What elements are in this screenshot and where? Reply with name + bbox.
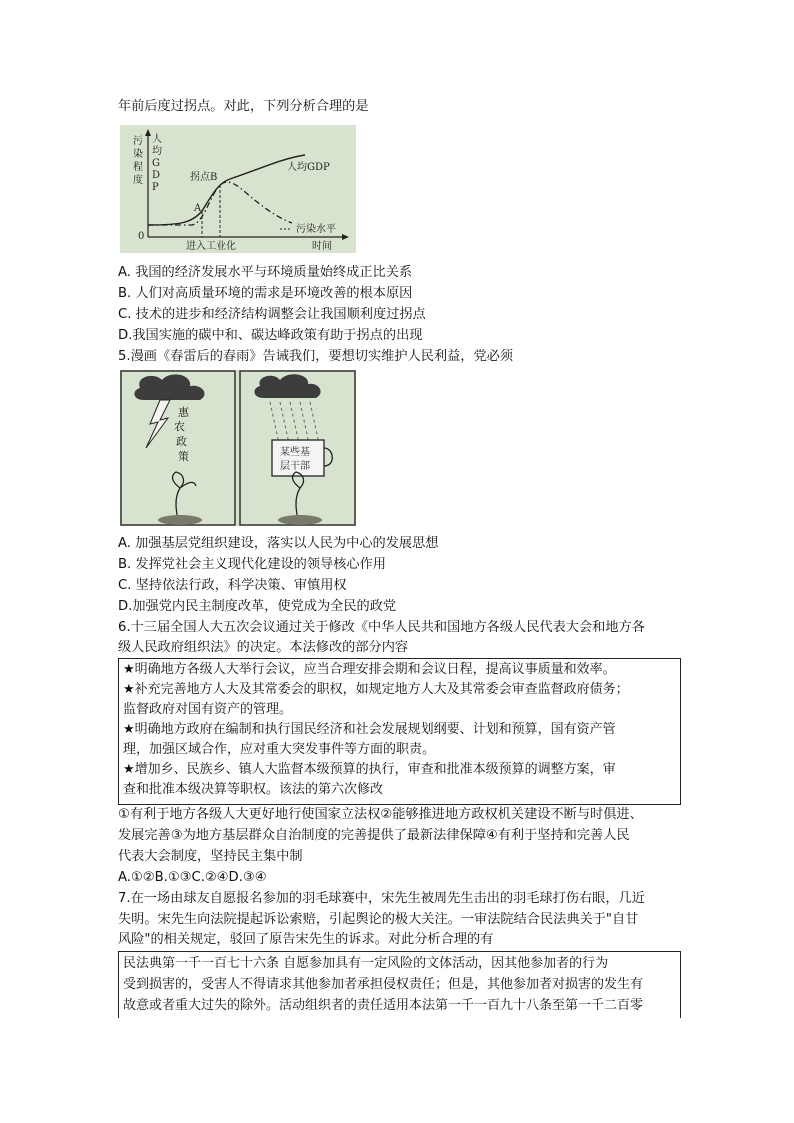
q6-analysis-line1: ①有利于地方各级人大更好地行使国家立法权②能够推进地方政权机关建设不断与时俱进、 — [118, 807, 643, 822]
q6-box-line: 理，加强区域合作，应对重大突发事件等方面的职责。 — [123, 742, 436, 757]
cup-text-line1: 某些基 — [280, 447, 310, 458]
cartoon-panels — [120, 370, 356, 526]
q7-box-line: 故意或者重大过失的除外。活动组织者的责任适用本法第一千一百九十八条至第一千二百零 — [123, 998, 644, 1013]
q5-cartoon — [120, 370, 356, 526]
q6-box-line: 查和批准本级决算等职权。该法的第六次修改 — [123, 782, 384, 797]
q7-stem-line1: 7.在一场由球友自愿报名参加的羽毛球赛中，宋先生被周先生击出的羽毛球打伤右眼，几近 — [118, 891, 645, 906]
q6-box-line: ★增加乡、民族乡、镇人大监督本级预算的执行，审查和批准本级预算的调整方案，审 — [123, 762, 616, 777]
y-label2-char: P — [152, 182, 159, 193]
y-label-char: 程 — [133, 162, 143, 173]
q4-figure-gdp-pollution — [120, 125, 356, 253]
lightning-text-char: 策 — [178, 450, 189, 463]
q7-stem-line3: 风险"的相关规定，驳回了原告宋先生的诉求。对此分析合理的有 — [118, 932, 494, 947]
y-label2-char: D — [152, 170, 161, 181]
q4-intro-text: 年前后度过拐点。对此，下列分析合理的是 — [118, 99, 369, 114]
q5-option-a: A. 加强基层党组织建设，落实以人民为中心的发展思想 — [118, 536, 439, 551]
q7-box-line: 民法典第一千一百七十六条 自愿参加具有一定风险的文体活动，因其他参加者的行为 — [123, 956, 609, 971]
y-label2-char: G — [152, 158, 160, 169]
q7-stem-line2: 失明。宋先生向法院提起诉讼索赔，引起舆论的极大关注。一审法院结合民法典关于"自甘 — [118, 912, 639, 927]
q5-stem: 5.漫画《春雷后的春雨》告诫我们，要想切实维护人民利益，党必须 — [118, 349, 514, 364]
q6-box-line: ★补充完善地方人大及其常委会的职权，如规定地方人大及其常委会审查监督政府债务； — [123, 682, 629, 697]
q5-option-d: D.加强党内民主制度改革，使党成为全民的政党 — [118, 599, 397, 614]
pollution-curve — [148, 182, 292, 225]
q6-box-line: ★明确地方各级人大举行会议，应当合理安排会期和会议日程，提高议事质量和效率。 — [123, 662, 616, 677]
q5-option-c: C. 坚持依法行政，科学决策、审慎用权 — [118, 578, 347, 593]
q6-choices: A.①②B.①③C.②④D.③④ — [118, 870, 267, 885]
lightning-text-char: 农 — [174, 420, 185, 433]
q4-option-b: B. 人们对高质量环境的需求是环境改善的根本原因 — [118, 286, 413, 301]
cup-text-line2: 层干部 — [280, 461, 310, 472]
q6-law-box — [118, 658, 681, 805]
y-label-char: 染 — [133, 149, 143, 160]
origin-label: 0 — [138, 231, 145, 242]
q4-option-d: D.我国实施的碳中和、碳达峰政策有助于拐点的出现 — [118, 328, 423, 343]
q6-stem-line2: 级人民政府组织法》的决定。本法修改的部分内容 — [118, 640, 409, 655]
lightning-text-char: 政 — [176, 435, 187, 448]
gdp-curve — [148, 155, 305, 225]
y-label-char: 度 — [133, 175, 143, 186]
q4-option-c: C. 技术的进步和经济结构调整会让我国顺利度过拐点 — [118, 307, 426, 322]
q4-option-a: A. 我国的经济发展水平与环境质量始终成正比关系 — [118, 265, 413, 280]
lightning-text-char: 惠 — [178, 406, 189, 419]
point-b-label: 拐点B — [190, 172, 218, 183]
q6-box-line: 监督政府对国有资产的管理。 — [123, 702, 293, 717]
pollution-curve-label: 污染水平 — [296, 224, 336, 235]
x-label-industrialization: 进入工业化 — [186, 241, 236, 252]
q6-stem-line1: 6.十三届全国人大五次会议通过关于修改《中华人民共和国地方各级人民代表大会和地方各 — [118, 620, 645, 635]
q7-box-line: 受到损害的，受害人不得请求其他参加者承担侵权责任；但是，其他参加者对损害的发生有 — [123, 977, 644, 992]
y-label2-char: 人 — [152, 134, 162, 145]
q7-law-box — [118, 951, 681, 1018]
gdp-pollution-graph — [120, 125, 356, 253]
q6-analysis-line2: 发展完善③为地方基层群众自治制度的完善提供了最新法律保障④有利于坚持和完善人民 — [118, 828, 630, 843]
q6-analysis-line3: 代表大会制度，坚持民主集中制 — [118, 849, 303, 864]
y-label-char: 污 — [133, 136, 143, 147]
gdp-curve-label: 人均GDP — [287, 162, 330, 173]
y-label2-char: 均 — [152, 146, 162, 157]
point-a-label: A — [194, 203, 202, 214]
q6-box-line: ★明确地方政府在编制和执行国民经济和社会发展规划纲要、计划和预算，国有资产管 — [123, 722, 616, 737]
q5-option-b: B. 发挥党社会主义现代化建设的领导核心作用 — [118, 557, 386, 572]
x-label-time: 时间 — [312, 241, 332, 252]
